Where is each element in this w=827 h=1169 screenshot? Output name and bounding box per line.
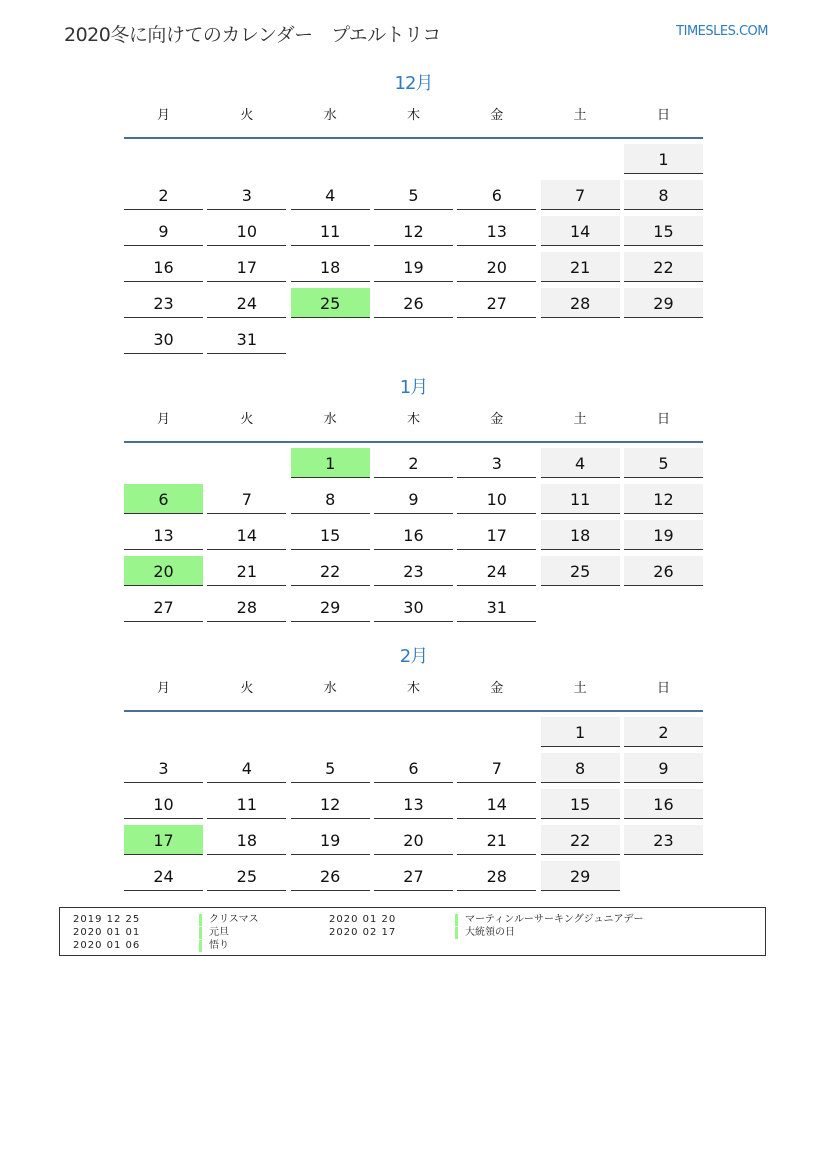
day-cell: 3 xyxy=(124,753,203,783)
day-cell: 16 xyxy=(374,520,453,550)
day-cell: 14 xyxy=(457,789,536,819)
day-cell: 30 xyxy=(374,592,453,622)
day-cell: 12 xyxy=(291,789,370,819)
empty-cell xyxy=(124,144,203,174)
day-cell: 17 xyxy=(457,520,536,550)
weekday-label: 火 xyxy=(240,108,254,123)
day-cell: 4 xyxy=(207,753,286,783)
page-title: 2020冬に向けてのカレンダー プエルトリコ xyxy=(64,24,441,46)
legend-holiday-name: クリスマス xyxy=(199,914,259,926)
day-cell: 28 xyxy=(207,592,286,622)
legend-date: 2020 01 06 xyxy=(73,940,141,951)
day-cell: 5 xyxy=(291,753,370,783)
day-cell: 7 xyxy=(457,753,536,783)
day-cell: 16 xyxy=(124,252,203,282)
weekday-label: 土 xyxy=(573,681,587,696)
day-cell: 15 xyxy=(624,216,703,246)
legend-holiday-name: 元旦 xyxy=(199,927,229,939)
legend-date: 2020 01 01 xyxy=(73,927,141,938)
weekday-label: 火 xyxy=(240,412,254,427)
empty-cell xyxy=(457,717,536,747)
weekday-label: 木 xyxy=(406,412,420,427)
day-cell: 27 xyxy=(374,861,453,891)
weekday-label: 木 xyxy=(406,108,420,123)
day-cell: 25 xyxy=(541,556,620,586)
day-cell: 5 xyxy=(624,448,703,478)
day-cell: 10 xyxy=(207,216,286,246)
weekday-label: 月 xyxy=(156,412,170,427)
day-cell: 24 xyxy=(207,288,286,318)
weekday-label: 金 xyxy=(490,412,504,427)
day-cell: 18 xyxy=(541,520,620,550)
day-cell: 20 xyxy=(374,825,453,855)
day-cell: 18 xyxy=(207,825,286,855)
day-cell: 13 xyxy=(457,216,536,246)
month-title: 1月 xyxy=(399,377,428,398)
day-cell: 22 xyxy=(291,556,370,586)
day-cell: 2 xyxy=(124,180,203,210)
day-cell: 10 xyxy=(457,484,536,514)
month-title: 2月 xyxy=(399,646,428,667)
legend-holiday-name: 大統領の日 xyxy=(455,927,515,939)
month-february xyxy=(124,643,703,891)
day-cell: 13 xyxy=(374,789,453,819)
weekday-label: 木 xyxy=(406,681,420,696)
day-cell: 16 xyxy=(624,789,703,819)
day-cell: 26 xyxy=(374,288,453,318)
holiday-day-cell: 1 xyxy=(291,448,370,478)
day-cell: 24 xyxy=(124,861,203,891)
day-cell: 11 xyxy=(207,789,286,819)
weekday-header xyxy=(124,104,703,139)
day-cell: 3 xyxy=(207,180,286,210)
weekday-label: 水 xyxy=(323,681,337,696)
weekday-label: 日 xyxy=(656,681,670,696)
empty-cell xyxy=(374,144,453,174)
day-cell: 19 xyxy=(374,252,453,282)
day-cell: 17 xyxy=(207,252,286,282)
weekday-label: 月 xyxy=(156,681,170,696)
day-cell: 4 xyxy=(291,180,370,210)
empty-cell xyxy=(124,717,203,747)
day-cell: 22 xyxy=(624,252,703,282)
day-cell: 10 xyxy=(124,789,203,819)
day-cell: 21 xyxy=(541,252,620,282)
day-cell: 15 xyxy=(291,520,370,550)
day-cell: 9 xyxy=(124,216,203,246)
day-cell: 20 xyxy=(457,252,536,282)
day-cell: 30 xyxy=(124,324,203,354)
weekday-label: 日 xyxy=(656,108,670,123)
weekday-header xyxy=(124,408,703,443)
weekday-label: 月 xyxy=(156,108,170,123)
day-grid xyxy=(124,144,703,354)
day-cell: 21 xyxy=(457,825,536,855)
day-cell: 28 xyxy=(457,861,536,891)
day-cell: 26 xyxy=(624,556,703,586)
day-cell: 8 xyxy=(541,753,620,783)
weekday-label: 金 xyxy=(490,108,504,123)
day-cell: 21 xyxy=(207,556,286,586)
holiday-day-cell: 17 xyxy=(124,825,203,855)
day-cell: 25 xyxy=(207,861,286,891)
empty-cell xyxy=(457,144,536,174)
day-cell: 2 xyxy=(374,448,453,478)
empty-cell xyxy=(207,717,286,747)
day-cell: 8 xyxy=(291,484,370,514)
day-cell: 23 xyxy=(624,825,703,855)
site-logo[interactable]: TIMESLES.COM xyxy=(676,24,768,39)
day-cell: 1 xyxy=(624,144,703,174)
day-cell: 14 xyxy=(207,520,286,550)
day-cell: 13 xyxy=(124,520,203,550)
day-cell: 29 xyxy=(624,288,703,318)
empty-cell xyxy=(291,717,370,747)
empty-cell xyxy=(374,717,453,747)
holiday-day-cell: 20 xyxy=(124,556,203,586)
empty-cell xyxy=(124,448,203,478)
weekday-label: 金 xyxy=(490,681,504,696)
day-cell: 12 xyxy=(624,484,703,514)
day-cell: 26 xyxy=(291,861,370,891)
day-cell: 9 xyxy=(624,753,703,783)
day-cell: 23 xyxy=(124,288,203,318)
day-cell: 1 xyxy=(541,717,620,747)
day-cell: 19 xyxy=(291,825,370,855)
empty-cell xyxy=(541,144,620,174)
day-cell: 22 xyxy=(541,825,620,855)
weekday-header xyxy=(124,677,703,712)
day-cell: 18 xyxy=(291,252,370,282)
day-cell: 31 xyxy=(457,592,536,622)
day-cell: 11 xyxy=(541,484,620,514)
day-cell: 29 xyxy=(291,592,370,622)
month-january xyxy=(124,374,703,622)
day-cell: 27 xyxy=(457,288,536,318)
day-cell: 7 xyxy=(207,484,286,514)
day-cell: 7 xyxy=(541,180,620,210)
legend-date: 2020 01 20 xyxy=(329,914,397,925)
day-cell: 12 xyxy=(374,216,453,246)
weekday-label: 水 xyxy=(323,412,337,427)
day-grid xyxy=(124,717,703,891)
empty-cell xyxy=(207,144,286,174)
weekday-label: 土 xyxy=(573,412,587,427)
legend-holiday-name: 悟り xyxy=(199,940,229,952)
legend-holiday-name: マーティンルーサーキングジュニアデー xyxy=(455,914,643,926)
day-cell: 3 xyxy=(457,448,536,478)
day-cell: 2 xyxy=(624,717,703,747)
month-december xyxy=(124,70,703,354)
day-cell: 4 xyxy=(541,448,620,478)
day-cell: 24 xyxy=(457,556,536,586)
day-cell: 19 xyxy=(624,520,703,550)
day-cell: 8 xyxy=(624,180,703,210)
holiday-day-cell: 6 xyxy=(124,484,203,514)
weekday-label: 日 xyxy=(656,412,670,427)
day-cell: 11 xyxy=(291,216,370,246)
holiday-legend xyxy=(59,907,766,956)
month-title: 12月 xyxy=(394,73,433,94)
day-cell: 23 xyxy=(374,556,453,586)
weekday-label: 土 xyxy=(573,108,587,123)
day-grid xyxy=(124,448,703,622)
empty-cell xyxy=(291,144,370,174)
day-cell: 14 xyxy=(541,216,620,246)
legend-date: 2019 12 25 xyxy=(73,914,141,925)
empty-cell xyxy=(207,448,286,478)
day-cell: 29 xyxy=(541,861,620,891)
holiday-day-cell: 25 xyxy=(291,288,370,318)
weekday-label: 水 xyxy=(323,108,337,123)
day-cell: 15 xyxy=(541,789,620,819)
day-cell: 5 xyxy=(374,180,453,210)
legend-date: 2020 02 17 xyxy=(329,927,397,938)
day-cell: 9 xyxy=(374,484,453,514)
day-cell: 27 xyxy=(124,592,203,622)
weekday-label: 火 xyxy=(240,681,254,696)
day-cell: 6 xyxy=(374,753,453,783)
day-cell: 31 xyxy=(207,324,286,354)
day-cell: 28 xyxy=(541,288,620,318)
day-cell: 6 xyxy=(457,180,536,210)
